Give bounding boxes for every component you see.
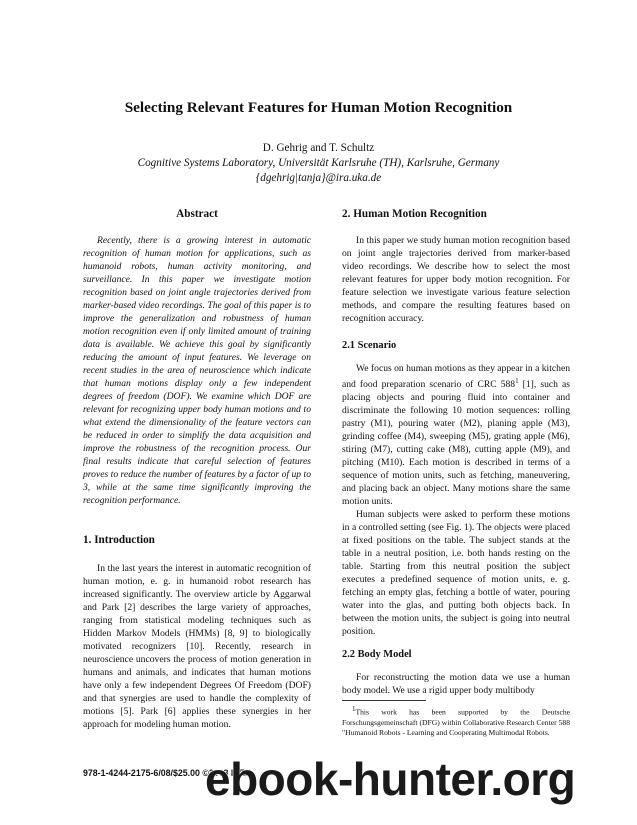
watermark: ebook-hunter.org [205,753,576,805]
paper-title: Selecting Relevant Features for Human Motion Recognition [124,99,513,116]
author-names: D. Gehrig and T. Schultz [262,142,375,154]
footnote-ref: 1 [515,377,519,385]
left-column [83,202,311,731]
section2-heading: 2. Human Motion Recognition [342,208,487,220]
author-email: {dgehrig|tanja}@ira.uka.de [255,172,382,184]
footnote-text: This work has been supported by the Deutsche Forschungsgemeinschaft (DFG) within Collaborative Research Center 588 "Humanoid Robots - Learning and Cooperating Multimodal Robots. [342,707,570,737]
abstract-text: Recently, there is a growing interest in automatic recognition of human motion for applications, such as humanoid robots, human activity monitoring, and surveillance. In this paper we investigate motion recognition based on joint angle trajectories derived from marker-based video recordings. The goal of this paper is to improve the generalization and robustness of human motion recognition even if only limited amount of training data is available. We achieve this goal by significantly reducing the amount of input features. We leverage on recent studies in the area of neuroscience which indicate that human motions display only a few independent degrees of freedom (DOF). We examine which DOF are relevant for recognizing upper body human motions and to what extend the dimensionality of the feature vectors can be reduced in order to simplify the data acquisition and improve the robustness of the recognition process. Our final results indicate that careful selection of features proves to reduce the number of features by a factor of up to 3, while at the same time significantly improving the recognition performance. [83,235,311,506]
section21-text-b: [1], such as placing objects and pouring fluid into container and discriminate the following 10 motion sequences: rolling pastry (M1), pouring water (M2), planing apple (M3), grinding coffee (M4), sweeping (M5), grating apple (M6), stiring (M7), cutting cake (M8), cutting apple (M9), and pitching (M10). Each motion is described in terms of a sequence of motion units, such as fetching, maneuvering, and placing back an object. Many motions share the same motion units. [342,379,570,508]
section21-text2: Human subjects were asked to perform these motions in a controlled setting (see Fig. 1). The objects were placed at fixed positions on the table. The subject stands at the table in a neutral position, i.e. both hands resting on the table. Starting from this neutral position the subject executes a predefined sequence of motion units, e. g. fetching an empty glas, fetching a bottle of water, pouring water into the glas, and putting both objects back. In between the motion units, the subject is going into neutral position. [342,509,570,638]
introduction-heading: 1. Introduction [83,534,155,546]
author-affiliation: Cognitive Systems Laboratory, Universität Karlsruhe (TH), Karlsruhe, Germany [137,157,500,169]
section21-text [342,362,570,508]
section2-text: In this paper we study human motion recognition based on joint angle trajectories derived from marker-based video recordings. We describe how to select the most relevant features for upper body motion recognition. For feature selection we investigate various feature selection methods, and compare the resulting features based on recognition accuracy. [342,235,570,324]
right-column [342,202,570,738]
introduction-text: In the last years the interest in automatic recognition of human motion, e. g. in humanoid robot research has increased significantly. The overview article by Aggarwal and Park [2] describes the large variety of approaches, ranging from statistical modeling techniques such as Hidden Markov Models (HMMs) [8, 9] to biologically motivated recognizers [10]. Recently, research in neuroscience uncovers the process of motion generation in humans and animals, and indicates that human motions have only a few independent Degrees Of Freedom (DOF) and that synergies are used to handle the complexity of motions [5]. Park [6] applies these synergies in her approach for modeling human motion. [83,563,311,730]
abstract-heading: Abstract [176,208,218,220]
footnote-mark: 1 [352,705,356,714]
footnote-divider [342,700,426,701]
section21-text-a: We focus on human motions as they appear in a kitchen and food preparation scenario of CRC 588 [342,363,570,391]
isbn-copyright: 978-1-4244-2175-6/08/$25.00 ©2008 IEEE [83,768,251,778]
section22-text: For reconstructing the motion data we use a human body model. We use a rigid upper body multibody [342,672,570,697]
section22-heading: 2.2 Body Model [342,649,412,661]
section21-heading: 2.1 Scenario [342,340,397,351]
footnote [342,704,570,738]
